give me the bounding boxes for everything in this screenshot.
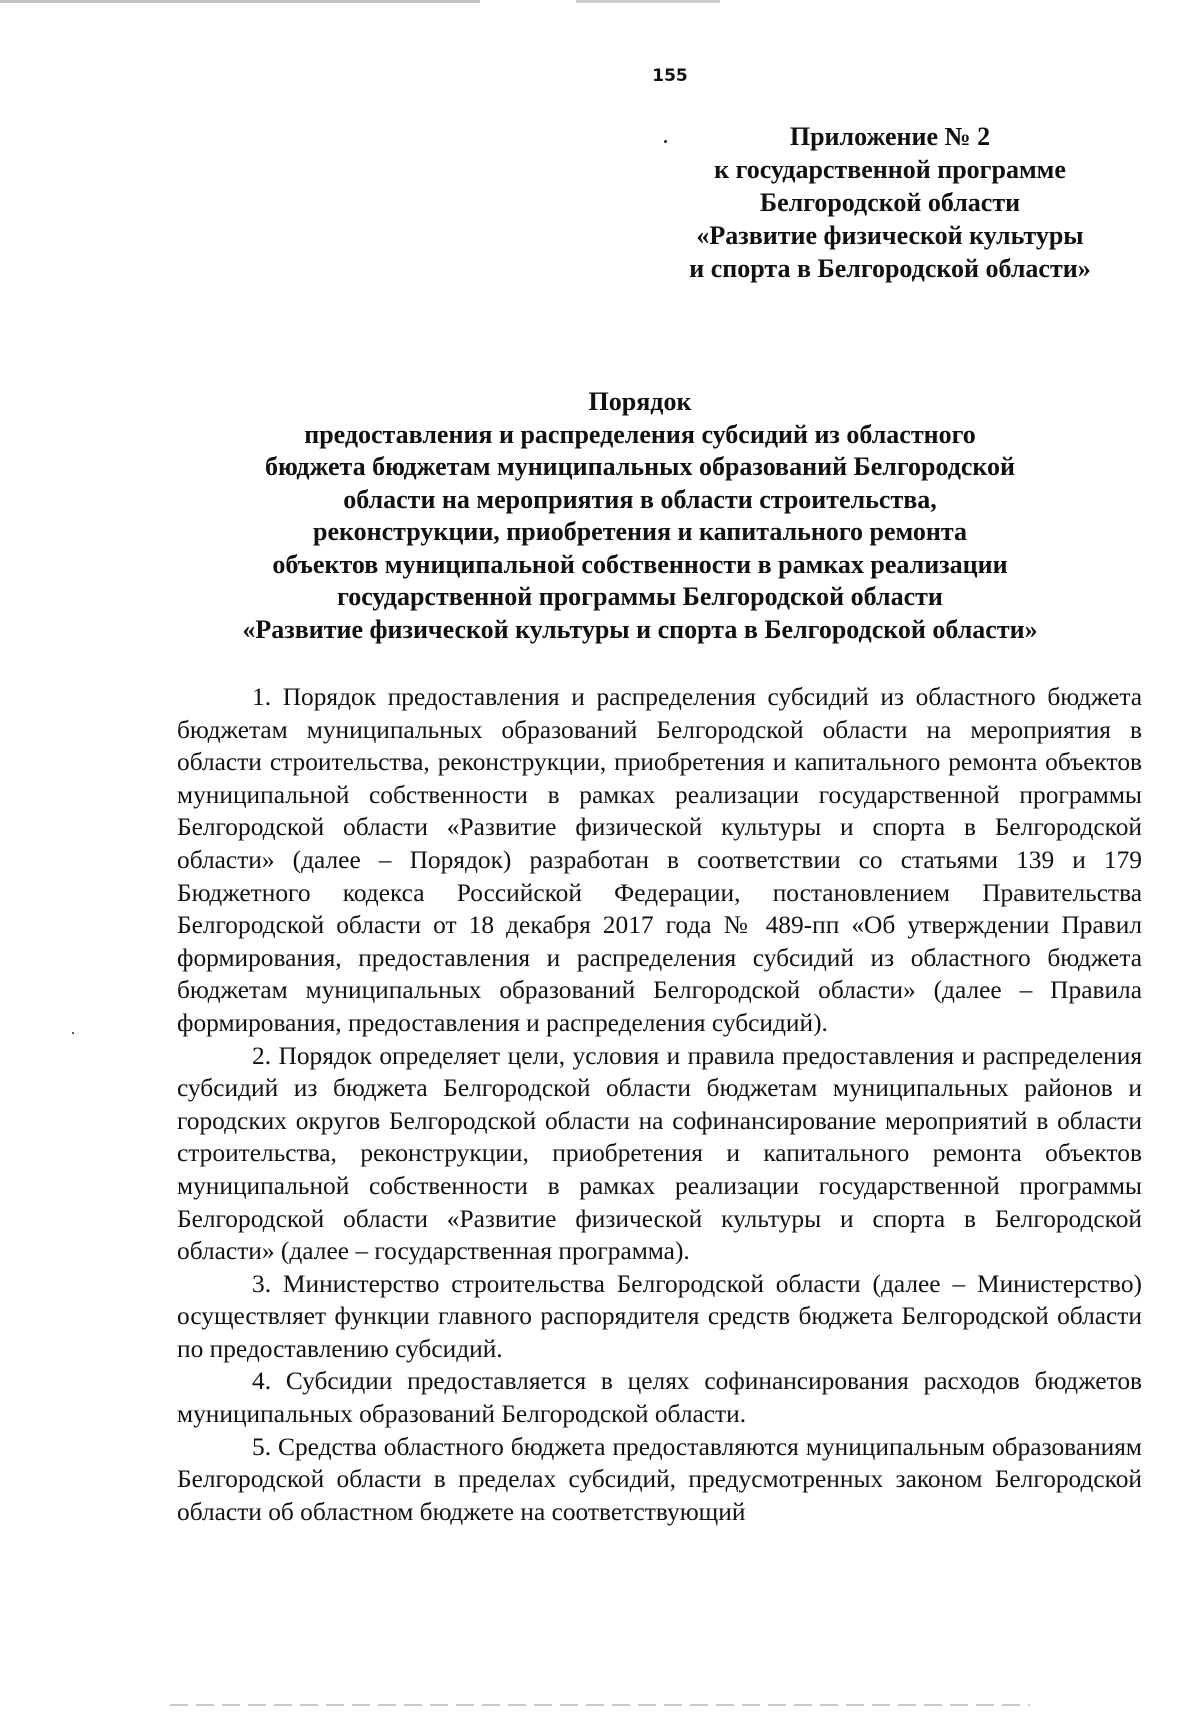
title-line: объектов муниципальной собственности в рамках реализации — [272, 549, 1008, 579]
appendix-line: Белгородской области — [759, 188, 1021, 217]
scan-speck — [664, 140, 667, 143]
appendix-line: к государственной программе — [714, 155, 1066, 184]
title-line: «Развитие физической культуры и спорта в Белгородской области» — [242, 614, 1038, 644]
paragraph-3: 3. Министерство строительства Белгородской области (далее – Министерство) осуществляет функции главного распорядителя средств бюджета Белгородской области по предоставлению субсидий. — [177, 1269, 1142, 1363]
document-title — [160, 386, 1120, 646]
paragraph-2: 2. Порядок определяет цели, условия и правила предоставления и распределения субсидий из бюджета Белгородской области бюджетам муниципальных районов и городских округов Белгородской области на софинансирование мероприятий в области строительства, реконструкции, приобретения и капитального ремонта объектов муниципальной собственности в рамках реализации государственной программы Белгородской области «Развитие физической культуры и спорта в Белгородской области» (далее – государственная программа). — [177, 1041, 1142, 1266]
title-line: государственной программы Белгородской области — [337, 582, 943, 611]
paragraph-5: 5. Средства областного бюджета предоставляются муниципальным образованиям Белгородской области в пределах субсидий, предусмотренных законом Белгородской области об областном бюджете на соответствующий — [177, 1432, 1142, 1526]
title-line: предоставления и распределения субсидий из областного — [304, 419, 976, 449]
title-line: области на мероприятия в области строительства, — [343, 484, 937, 514]
appendix-line: и спорта в Белгородской области» — [689, 254, 1091, 283]
scan-edge-bottom — [170, 1704, 1030, 1706]
appendix-line: «Развитие физической культуры — [696, 221, 1084, 250]
document-body — [177, 681, 1142, 1528]
title-line: Порядок — [588, 387, 692, 416]
scan-edge-top — [0, 0, 1200, 3]
title-line: бюджета бюджетам муниципальных образований Белгородской — [264, 452, 1016, 481]
appendix-line: Приложение № 2 — [789, 122, 991, 151]
title-line: реконструкции, приобретения и капитального ремонта — [313, 517, 967, 546]
page-number: 155 — [652, 66, 688, 86]
paragraph-1: 1. Порядок предоставления и распределения субсидий из областного бюджета бюджетам муниципальных образований Белгородской области на мероприятия в области строительства, реконструкции, приобретения и капитального ремонта объектов муниципальной собственности в рамках реализации государственной программы Белгородской области «Развитие физической культуры и спорта в Белгородской области» (далее – Порядок) разработан в соответствии со статьями 139 и 179 Бюджетного кодекса Российской Федерации, постановлением Правительства Белгородской области от 18 декабря 2017 года № 489-пп «Об утверждении Правил формирования, предоставления и распределения субсидий из областного бюджета бюджетам муниципальных образований Белгородской области» (далее – Правила формирования, предоставления и распределения субсидий). — [177, 683, 1142, 1037]
paragraph-4: 4. Субсидии предоставляется в целях софинансирования расходов бюджетов муниципальных образований Белгородской области. — [177, 1367, 1142, 1429]
appendix-header — [640, 120, 1140, 285]
scan-speck — [72, 1032, 74, 1034]
